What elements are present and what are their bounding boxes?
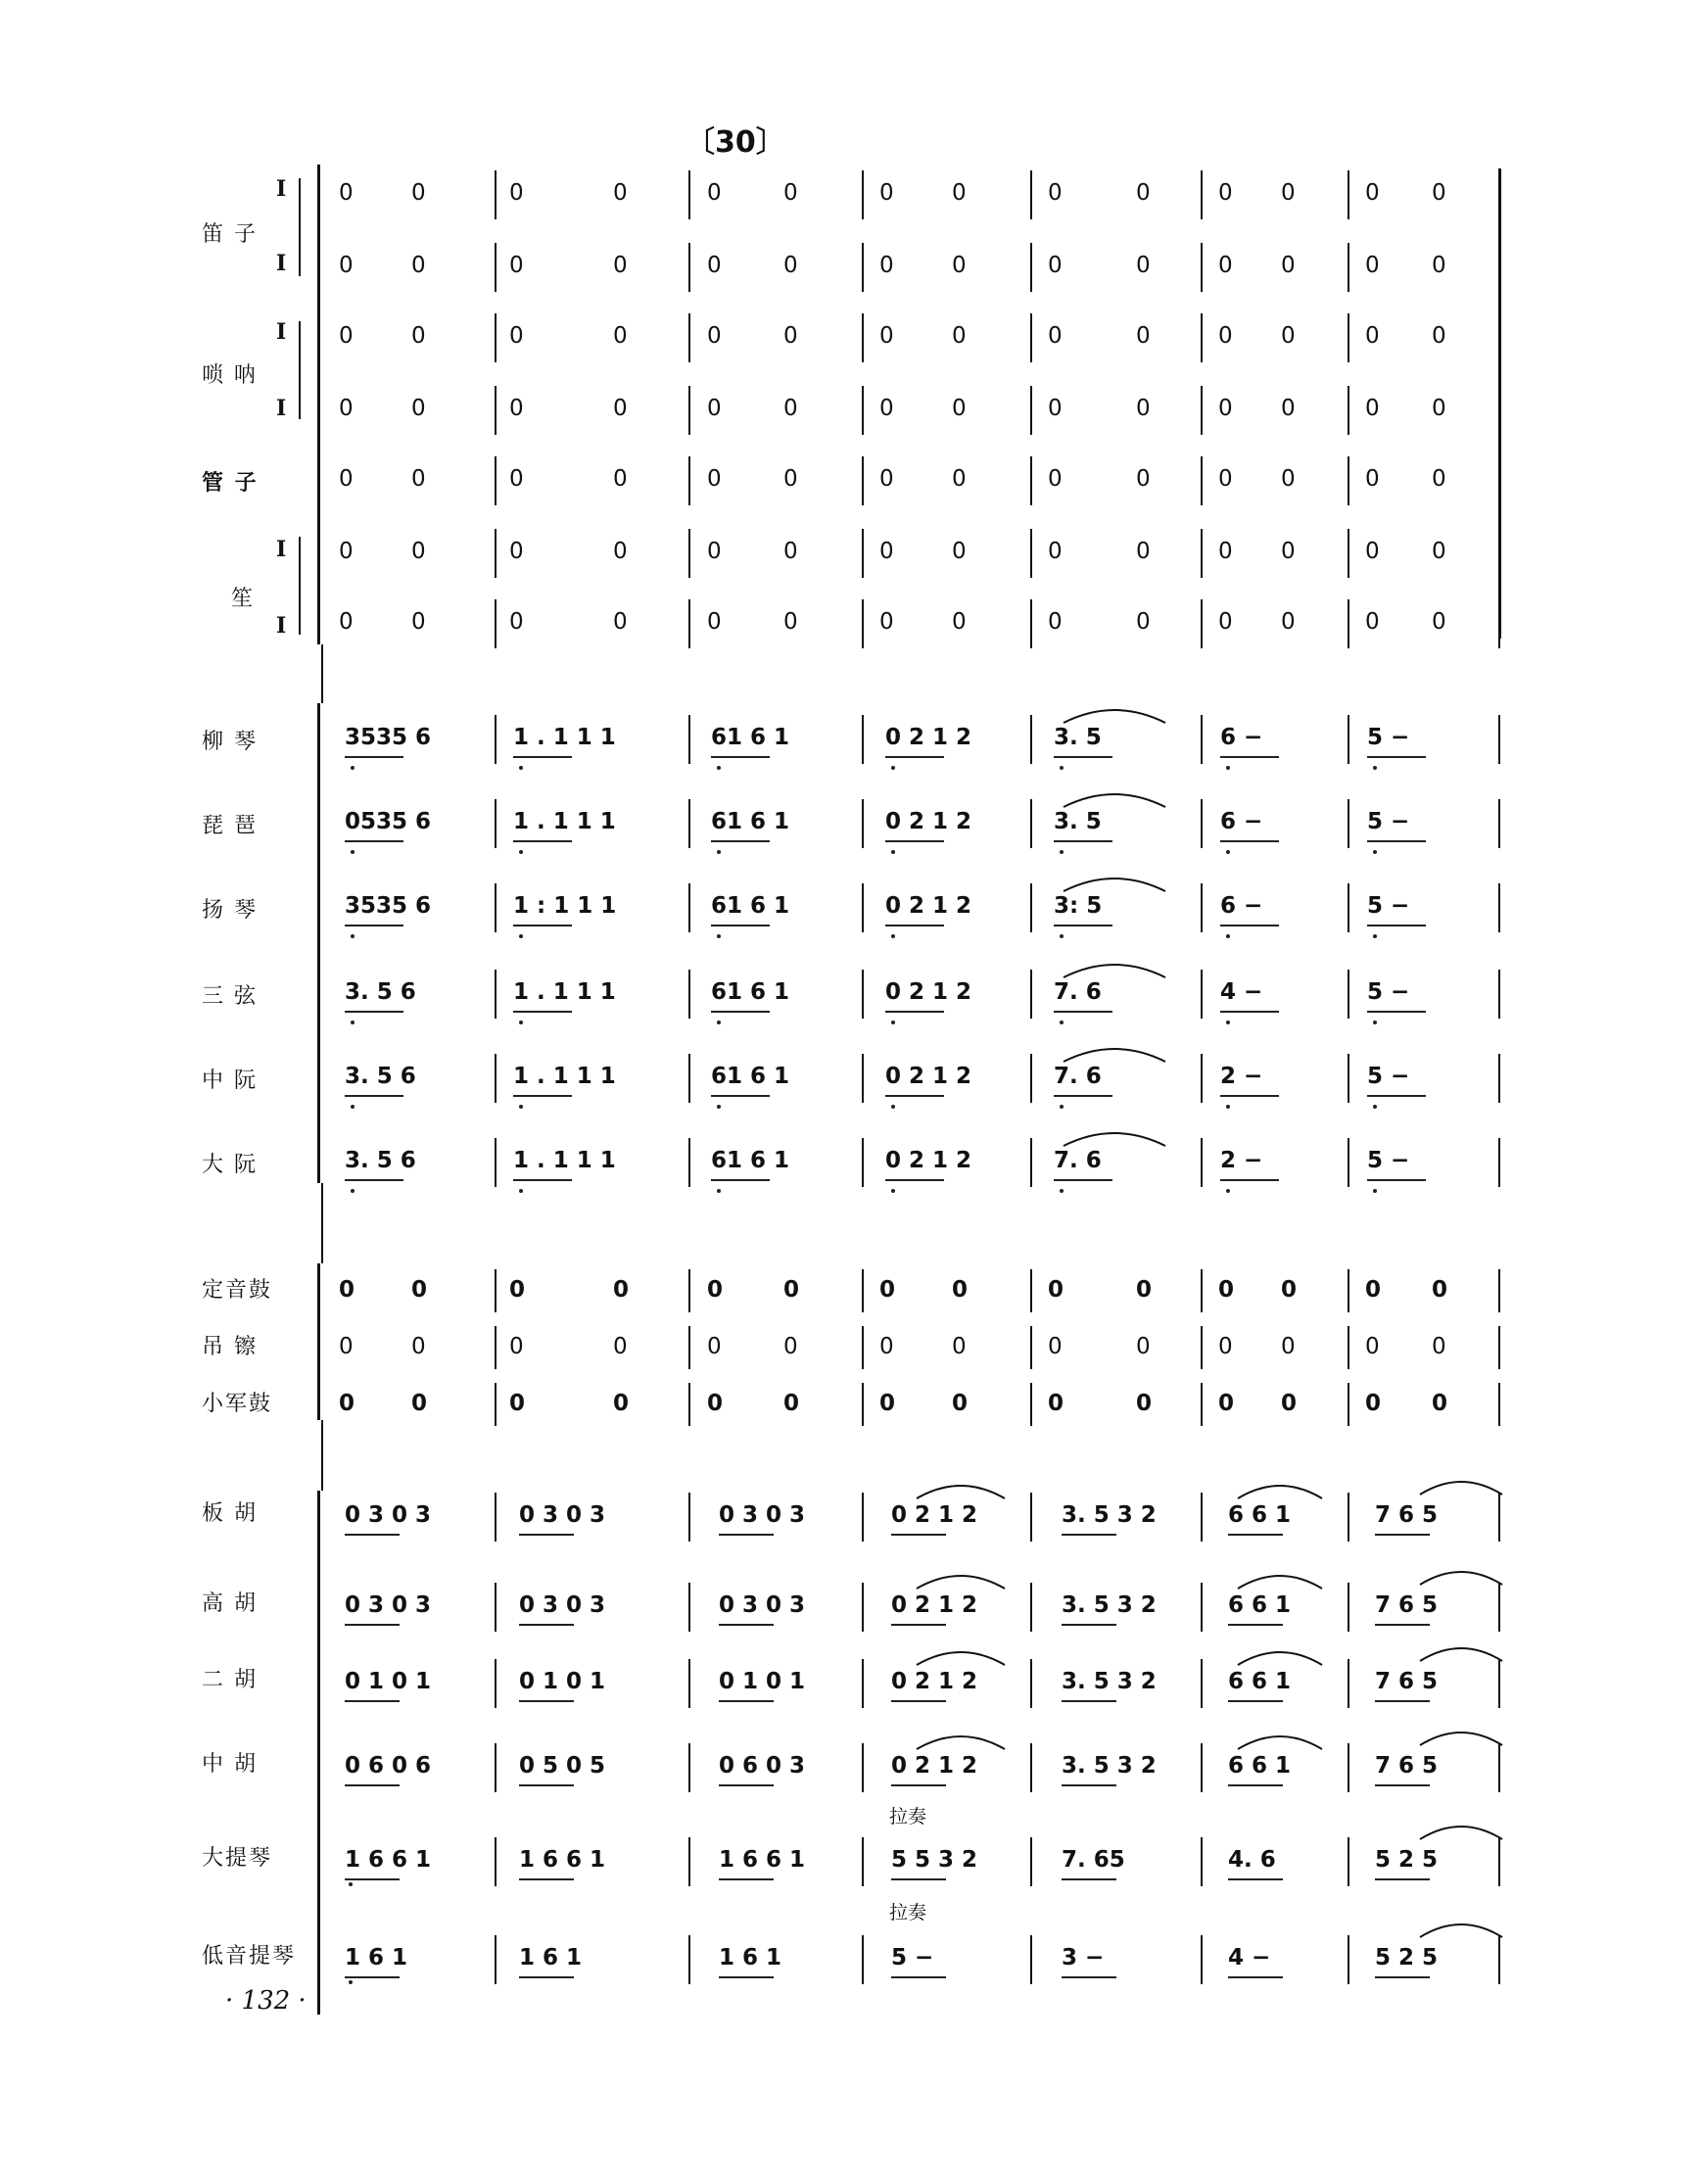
rest-zero: 0	[1218, 466, 1233, 492]
rest-zero: 0	[707, 323, 722, 349]
rest-zero: 0	[1218, 1391, 1235, 1416]
rest-zero: 0	[1281, 466, 1296, 492]
rest-zero: 0	[509, 396, 524, 421]
rest-zero: 0	[707, 539, 722, 564]
instrument-label-double-bass: 低音提琴	[202, 1944, 297, 1969]
measure-notes: 6 −	[1220, 725, 1263, 750]
rest-zero: 0	[1281, 396, 1296, 421]
rest-zero: 0	[339, 323, 354, 349]
measure-notes: 0 3 0 3	[519, 1592, 606, 1618]
rest-zero: 0	[952, 609, 967, 635]
rest-zero: 0	[1218, 396, 1233, 421]
rest-zero: 0	[1218, 323, 1233, 349]
rest-zero: 0	[339, 609, 354, 635]
measure-notes: 61 6 1	[711, 1148, 790, 1173]
rest-zero: 0	[783, 1277, 800, 1303]
rest-zero: 0	[1048, 1334, 1063, 1359]
measure-notes: 1 . 1 1 1	[513, 979, 616, 1005]
rest-zero: 0	[339, 1334, 354, 1359]
rest-zero: 0	[783, 396, 798, 421]
measure-notes: 3. 5	[1054, 809, 1102, 834]
rest-zero: 0	[339, 180, 354, 206]
instrument-label-dizi: 笛 子	[202, 222, 258, 247]
instrument-label-liuqin: 柳 琴	[202, 730, 258, 754]
rest-zero: 0	[613, 1391, 630, 1416]
rest-zero: 0	[879, 323, 894, 349]
instrument-label-guanzi: 管 子	[202, 470, 259, 496]
rest-zero: 0	[783, 1391, 800, 1416]
rest-zero: 0	[1281, 180, 1296, 206]
measure-notes: 0 3 0 3	[719, 1502, 806, 1528]
rest-zero: 0	[1048, 396, 1063, 421]
rest-zero: 0	[1432, 1277, 1448, 1303]
measure-notes: 0 2 1 2	[891, 1502, 978, 1528]
rest-zero: 0	[613, 396, 628, 421]
rest-zero: 0	[952, 539, 967, 564]
rest-zero: 0	[1432, 539, 1446, 564]
rest-zero: 0	[1281, 1277, 1298, 1303]
rest-zero: 0	[1365, 466, 1380, 492]
rest-zero: 0	[1365, 253, 1380, 278]
rest-zero: 0	[952, 180, 967, 206]
rehearsal-mark: 〔30〕	[686, 125, 785, 160]
measure-notes: 3. 5 3 2	[1062, 1502, 1157, 1528]
rest-zero: 0	[707, 1334, 722, 1359]
measure-notes: 5 −	[1367, 893, 1410, 919]
rest-zero: 0	[1365, 539, 1380, 564]
instrument-label-suspended-cymbal: 吊 镲	[202, 1335, 258, 1359]
rest-zero: 0	[613, 466, 628, 492]
measure-notes: 6 −	[1220, 809, 1263, 834]
rest-zero: 0	[1281, 1334, 1296, 1359]
rest-zero: 0	[1432, 253, 1446, 278]
rest-zero: 0	[1365, 180, 1380, 206]
rest-zero: 0	[783, 609, 798, 635]
measure-notes: 7 6 5	[1375, 1753, 1439, 1779]
measure-notes: 3. 5 3 2	[1062, 1669, 1157, 1694]
measure-notes: 2 −	[1220, 1148, 1263, 1173]
rest-zero: 0	[613, 609, 628, 635]
rest-zero: 0	[707, 1277, 724, 1303]
measure-notes: 0 2 1 2	[885, 893, 972, 919]
rest-zero: 0	[1048, 466, 1063, 492]
rest-zero: 0	[952, 396, 967, 421]
rest-zero: 0	[707, 1391, 724, 1416]
measure-notes: 0 3 0 3	[719, 1592, 806, 1618]
measure-notes: 0 1 0 1	[719, 1669, 806, 1694]
measure-notes: 0535 6	[345, 809, 432, 834]
measure-notes: 1 . 1 1 1	[513, 1148, 616, 1173]
measure-notes: 0 2 1 2	[891, 1669, 978, 1694]
rest-zero: 0	[952, 466, 967, 492]
tie-to-next-system	[1420, 1924, 1502, 1937]
instrument-label-suona: 唢 呐	[202, 363, 258, 388]
rest-zero: 0	[707, 180, 722, 206]
rest-zero: 0	[1432, 180, 1446, 206]
rest-zero: 0	[1365, 396, 1380, 421]
part-number-one: I	[276, 537, 287, 562]
instrument-label-erhu: 二 胡	[202, 1668, 258, 1692]
rest-zero: 0	[707, 396, 722, 421]
rest-zero: 0	[952, 1277, 969, 1303]
rest-zero: 0	[1281, 539, 1296, 564]
measure-notes: 0 6 0 6	[345, 1753, 432, 1779]
rest-zero: 0	[1136, 1277, 1153, 1303]
bowing-instruction-cello: 拉奏	[889, 1806, 927, 1828]
slur	[1064, 878, 1165, 891]
instrument-label-sanxian: 三 弦	[202, 984, 258, 1009]
instrument-label-zhongruan: 中 阮	[202, 1068, 258, 1093]
rest-zero: 0	[1218, 1334, 1233, 1359]
rest-zero: 0	[707, 253, 722, 278]
rest-zero: 0	[1432, 466, 1446, 492]
rest-zero: 0	[1432, 1391, 1448, 1416]
slur	[917, 1736, 1005, 1749]
rest-zero: 0	[1048, 1391, 1064, 1416]
rest-zero: 0	[1281, 323, 1296, 349]
measure-notes: 3. 5 6	[345, 1064, 416, 1089]
rest-zero: 0	[613, 180, 628, 206]
measure-notes: 5 5 3 2	[891, 1847, 978, 1873]
instrument-label-yangqin: 扬 琴	[202, 898, 258, 923]
rest-zero: 0	[783, 253, 798, 278]
measure-notes: 0 3 0 3	[345, 1592, 432, 1618]
instrument-label-sheng: 笙	[231, 587, 256, 611]
rest-zero: 0	[411, 609, 426, 635]
measure-notes: 1 6 6 1	[719, 1847, 806, 1873]
rest-zero: 0	[1136, 466, 1151, 492]
measure-notes: 6 6 1	[1228, 1502, 1292, 1528]
measure-notes: 7. 6	[1054, 1148, 1102, 1173]
rest-zero: 0	[1048, 323, 1063, 349]
measure-notes: 3535 6	[345, 725, 432, 750]
instrument-label-banhu: 板 胡	[202, 1501, 258, 1526]
part-number-two: I	[276, 613, 287, 639]
measure-notes: 1 6 1	[345, 1945, 408, 1970]
measure-notes: 1 . 1 1 1	[513, 1064, 616, 1089]
measure-notes: 6 −	[1220, 893, 1263, 919]
slur	[1064, 710, 1165, 723]
rest-zero: 0	[1048, 180, 1063, 206]
rest-zero: 0	[509, 1391, 526, 1416]
rest-zero: 0	[783, 466, 798, 492]
rest-zero: 0	[879, 1391, 896, 1416]
rest-zero: 0	[411, 396, 426, 421]
slur	[1238, 1736, 1322, 1749]
measure-notes: 5 −	[1367, 1148, 1410, 1173]
rest-zero: 0	[411, 539, 426, 564]
rest-zero: 0	[411, 180, 426, 206]
rest-zero: 0	[1136, 1391, 1153, 1416]
rest-zero: 0	[1048, 1277, 1064, 1303]
measure-notes: 3. 5 3 2	[1062, 1592, 1157, 1618]
slur	[1064, 1049, 1165, 1062]
measure-notes: 0 2 1 2	[891, 1592, 978, 1618]
tie-to-next-system	[1420, 1482, 1502, 1495]
rest-zero: 0	[613, 1277, 630, 1303]
measure-notes: 0 6 0 3	[719, 1753, 806, 1779]
rest-zero: 0	[411, 466, 426, 492]
rest-zero: 0	[707, 466, 722, 492]
measure-notes: 3. 5	[1054, 725, 1102, 750]
rest-zero: 0	[509, 466, 524, 492]
measure-notes: 0 1 0 1	[345, 1669, 432, 1694]
measure-notes: 2 −	[1220, 1064, 1263, 1089]
measure-notes: 1 . 1 1 1	[513, 725, 616, 750]
tie-to-next-system	[1420, 1733, 1502, 1745]
measure-notes: 6 6 1	[1228, 1753, 1292, 1779]
rest-zero: 0	[1048, 539, 1063, 564]
rest-zero: 0	[509, 609, 524, 635]
slur	[1238, 1576, 1322, 1589]
measure-notes: 5 −	[1367, 725, 1410, 750]
measure-notes: 0 2 1 2	[885, 979, 972, 1005]
measure-notes: 3. 5 3 2	[1062, 1753, 1157, 1779]
measure-notes: 61 6 1	[711, 893, 790, 919]
measure-notes: 4. 6	[1228, 1847, 1276, 1873]
rest-zero: 0	[879, 1277, 896, 1303]
slur	[1064, 1133, 1165, 1146]
rest-zero: 0	[411, 1334, 426, 1359]
slur	[1238, 1486, 1322, 1498]
measure-notes: 61 6 1	[711, 809, 790, 834]
rest-zero: 0	[339, 466, 354, 492]
rest-zero: 0	[509, 1277, 526, 1303]
rest-zero: 0	[1218, 253, 1233, 278]
measure-notes: 1 6 1	[719, 1945, 782, 1970]
measure-notes: 7 6 5	[1375, 1502, 1439, 1528]
rest-zero: 0	[1432, 396, 1446, 421]
rest-zero: 0	[613, 253, 628, 278]
instrument-label-timpani: 定音鼓	[202, 1278, 273, 1303]
measure-notes: 0 5 0 5	[519, 1753, 606, 1779]
rest-zero: 0	[1365, 1277, 1382, 1303]
rest-zero: 0	[1136, 323, 1151, 349]
measure-notes: 1 : 1 1 1	[513, 893, 617, 919]
slur	[917, 1486, 1005, 1498]
rest-zero: 0	[879, 396, 894, 421]
tie-to-next-system	[1420, 1827, 1502, 1839]
rest-zero: 0	[1281, 253, 1296, 278]
rest-zero: 0	[1136, 180, 1151, 206]
part-number-one: I	[276, 176, 287, 202]
instrument-label-cello: 大提琴	[202, 1846, 273, 1871]
rest-zero: 0	[1218, 180, 1233, 206]
rest-zero: 0	[509, 323, 524, 349]
tie-to-next-system	[1420, 1648, 1502, 1661]
rest-zero: 0	[1365, 1334, 1380, 1359]
slur	[1064, 794, 1165, 807]
rest-zero: 0	[879, 609, 894, 635]
part-number-two: I	[276, 251, 287, 276]
rest-zero: 0	[1365, 1391, 1382, 1416]
measure-notes: 0 2 1 2	[885, 725, 972, 750]
rest-zero: 0	[613, 1334, 628, 1359]
measure-notes: 3. 5 6	[345, 1148, 416, 1173]
rest-zero: 0	[613, 539, 628, 564]
measure-notes: 61 6 1	[711, 979, 790, 1005]
bowing-instruction-double-bass: 拉奏	[889, 1902, 927, 1923]
measure-notes: 5 −	[891, 1945, 934, 1970]
rest-zero: 0	[339, 253, 354, 278]
rest-zero: 0	[879, 1334, 894, 1359]
rest-zero: 0	[1218, 1277, 1235, 1303]
rest-zero: 0	[1136, 396, 1151, 421]
measure-notes: 5 2 5	[1375, 1945, 1439, 1970]
part-number-one: I	[276, 319, 287, 345]
measure-notes: 1 . 1 1 1	[513, 809, 616, 834]
rest-zero: 0	[1136, 609, 1151, 635]
measure-notes: 7. 6	[1054, 979, 1102, 1005]
measure-notes: 7. 65	[1062, 1847, 1125, 1873]
rest-zero: 0	[411, 253, 426, 278]
rest-zero: 0	[509, 253, 524, 278]
rest-zero: 0	[509, 539, 524, 564]
rest-zero: 0	[1281, 609, 1296, 635]
instrument-label-zhonghu: 中 胡	[202, 1752, 258, 1777]
measure-notes: 1 6 6 1	[519, 1847, 606, 1873]
measure-notes: 7. 6	[1054, 1064, 1102, 1089]
measure-notes: 3 −	[1062, 1945, 1105, 1970]
rest-zero: 0	[509, 180, 524, 206]
rest-zero: 0	[879, 466, 894, 492]
rest-zero: 0	[952, 323, 967, 349]
rest-zero: 0	[783, 323, 798, 349]
rest-zero: 0	[339, 1277, 355, 1303]
rest-zero: 0	[1365, 323, 1380, 349]
rest-zero: 0	[1048, 253, 1063, 278]
measure-notes: 0 2 1 2	[885, 809, 972, 834]
page-number: · 132 ·	[225, 1986, 307, 2016]
measure-notes: 0 2 1 2	[885, 1148, 972, 1173]
rest-zero: 0	[707, 609, 722, 635]
rest-zero: 0	[1432, 1334, 1446, 1359]
slur	[1064, 965, 1165, 977]
measure-notes: 3: 5	[1054, 893, 1103, 919]
measure-notes: 5 2 5	[1375, 1847, 1439, 1873]
measure-notes: 0 2 1 2	[885, 1064, 972, 1089]
rest-zero: 0	[613, 323, 628, 349]
rest-zero: 0	[1218, 539, 1233, 564]
rest-zero: 0	[411, 1277, 428, 1303]
measure-notes: 5 −	[1367, 1064, 1410, 1089]
rest-zero: 0	[1365, 609, 1380, 635]
measure-notes: 7 6 5	[1375, 1669, 1439, 1694]
rest-zero: 0	[1432, 609, 1446, 635]
instrument-label-daruan: 大 阮	[202, 1153, 258, 1177]
rest-zero: 0	[1136, 253, 1151, 278]
tie-to-next-system	[1420, 1572, 1502, 1585]
part-number-two: I	[276, 396, 287, 421]
measure-notes: 1 6 1	[519, 1945, 583, 1970]
measure-notes: 0 1 0 1	[519, 1669, 606, 1694]
measure-notes: 3535 6	[345, 893, 432, 919]
rest-zero: 0	[1136, 539, 1151, 564]
measure-notes: 3. 5 6	[345, 979, 416, 1005]
rest-zero: 0	[783, 1334, 798, 1359]
rest-zero: 0	[952, 253, 967, 278]
rest-zero: 0	[1281, 1391, 1298, 1416]
instrument-label-pipa: 琵 琶	[202, 814, 258, 838]
rest-zero: 0	[1048, 609, 1063, 635]
measure-notes: 0 3 0 3	[345, 1502, 432, 1528]
measure-notes: 5 −	[1367, 979, 1410, 1005]
instrument-label-gaohu: 高 胡	[202, 1591, 258, 1616]
rest-zero: 0	[879, 539, 894, 564]
slur	[917, 1652, 1005, 1665]
measure-notes: 6 6 1	[1228, 1592, 1292, 1618]
rest-zero: 0	[411, 323, 426, 349]
rest-zero: 0	[783, 180, 798, 206]
measure-notes: 1 6 6 1	[345, 1847, 432, 1873]
rest-zero: 0	[339, 539, 354, 564]
measure-notes: 6 6 1	[1228, 1669, 1292, 1694]
rest-zero: 0	[339, 396, 354, 421]
rest-zero: 0	[1136, 1334, 1151, 1359]
rest-zero: 0	[879, 253, 894, 278]
measure-notes: 5 −	[1367, 809, 1410, 834]
measure-notes: 7 6 5	[1375, 1592, 1439, 1618]
instrument-label-snare-drum: 小军鼓	[202, 1392, 273, 1416]
slur	[917, 1576, 1005, 1589]
rest-zero: 0	[879, 180, 894, 206]
measure-notes: 4 −	[1228, 1945, 1271, 1970]
rest-zero: 0	[952, 1334, 967, 1359]
rest-zero: 0	[952, 1391, 969, 1416]
measure-notes: 0 3 0 3	[519, 1502, 606, 1528]
rest-zero: 0	[1218, 609, 1233, 635]
rest-zero: 0	[783, 539, 798, 564]
slur	[1238, 1652, 1322, 1665]
measure-notes: 61 6 1	[711, 1064, 790, 1089]
measure-notes: 4 −	[1220, 979, 1263, 1005]
rest-zero: 0	[411, 1391, 428, 1416]
rest-zero: 0	[1432, 323, 1446, 349]
measure-notes: 61 6 1	[711, 725, 790, 750]
measure-notes: 0 2 1 2	[891, 1753, 978, 1779]
rest-zero: 0	[509, 1334, 524, 1359]
rest-zero: 0	[339, 1391, 355, 1416]
